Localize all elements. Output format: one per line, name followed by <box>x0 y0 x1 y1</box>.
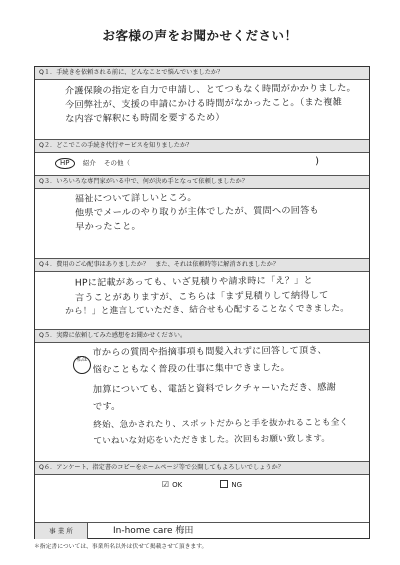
q5-line-3: 加算についても、電話と資料でレクチャーいただき、感謝 <box>92 381 337 396</box>
q6-consent <box>35 480 369 489</box>
q6-ng-label: NG <box>231 481 243 489</box>
office-label: 事 業 所 <box>35 523 88 539</box>
q3-line-3: 早かったこと。 <box>75 220 141 233</box>
q6-ng-option[interactable] <box>220 481 242 489</box>
q3-line-2: 他県でメールのやり取りが主体でしたが、質問への回答も <box>74 205 319 219</box>
q2-label: Q２．どこでこの手続き代行サービスを知りましたか？ <box>35 139 369 153</box>
q3-answer <box>35 186 369 233</box>
q1-label: Q１．手続きを依頼される前に、どんなことで悩んでいましたか？ <box>35 67 369 80</box>
q5-line-4: です。 <box>93 401 121 413</box>
page-title: お客様の声をお聞かせください！ <box>102 28 298 43</box>
q2-option-other: その他（ <box>104 159 131 167</box>
q5-line-2: 悩むこともなく普段の仕事に集中できました。 <box>92 362 290 376</box>
q1-line-1: 介護保険の指定を自力で申請し、とてつもなく時間がかかりました。 <box>64 82 356 97</box>
q2-answer <box>35 153 369 173</box>
q5-label: Q５．実際に依頼してみた感想をお聞かせください。 <box>35 329 369 343</box>
q1-line-2: 今回弊社が、支援の申請にかける時間がなかったこと。（また複雑 <box>64 96 343 111</box>
office-row <box>35 522 369 539</box>
q1-answer <box>35 78 369 125</box>
survey-form <box>34 66 370 539</box>
q2-option-referral: 紹介 <box>82 159 96 167</box>
q1-line-3: な内容で解釈にも時間を要するため） <box>65 112 225 125</box>
q3-line-1: 福祉について詳しいところ。 <box>74 192 197 205</box>
q5-line-6: ていねいな対応をいただきました。次回もお願い致します。 <box>93 433 331 447</box>
q5-answer <box>34 340 369 455</box>
q6-ok-option[interactable] <box>162 481 185 489</box>
q5-line-5: 終始、急かされたり、スポットだからと手を抜かれることも全く <box>93 417 349 431</box>
q4-line-2: 言うことがありますが、こちらは「まず見積りして納得して <box>74 289 329 304</box>
q4-line-1: HPに記載があっても、いざ見積りや請求時に「え？」と <box>74 275 313 289</box>
q6-ok-label: OK <box>172 481 183 489</box>
q4-line-3: から！」と進言していただき、結合せも心配することなくできました。 <box>65 303 350 317</box>
q4-answer <box>35 270 370 325</box>
q6-label: Q６．アンケート、指定書のコピーをホームページ等で公開してもよろしいでしょうか？ <box>35 461 369 475</box>
footnote: ＊指定書については、事業所名以外は伏せて掲載させて頂きます。 <box>34 544 208 550</box>
q5-line-1: 市からの質問や指摘事項も間髪入れずに回答して頂き、 <box>92 344 327 359</box>
q2-close-paren: ) <box>315 156 319 167</box>
checkbox-icon[interactable] <box>220 480 228 488</box>
office-value: In-home care 梅田 <box>113 526 194 536</box>
q3-label: Q３．いろいろな専門家がいる中で、何が決め手となって依頼しましたか？ <box>35 175 369 189</box>
q4-label: Q４．費用のご心配事はありましたか？ また、それは依頼時等に解消されましたか？ <box>35 258 369 272</box>
checked-box-icon[interactable]: ☑ <box>161 480 170 489</box>
q5-circled-note: 私は <box>73 356 91 374</box>
q2-option-hp: HP <box>55 158 75 169</box>
